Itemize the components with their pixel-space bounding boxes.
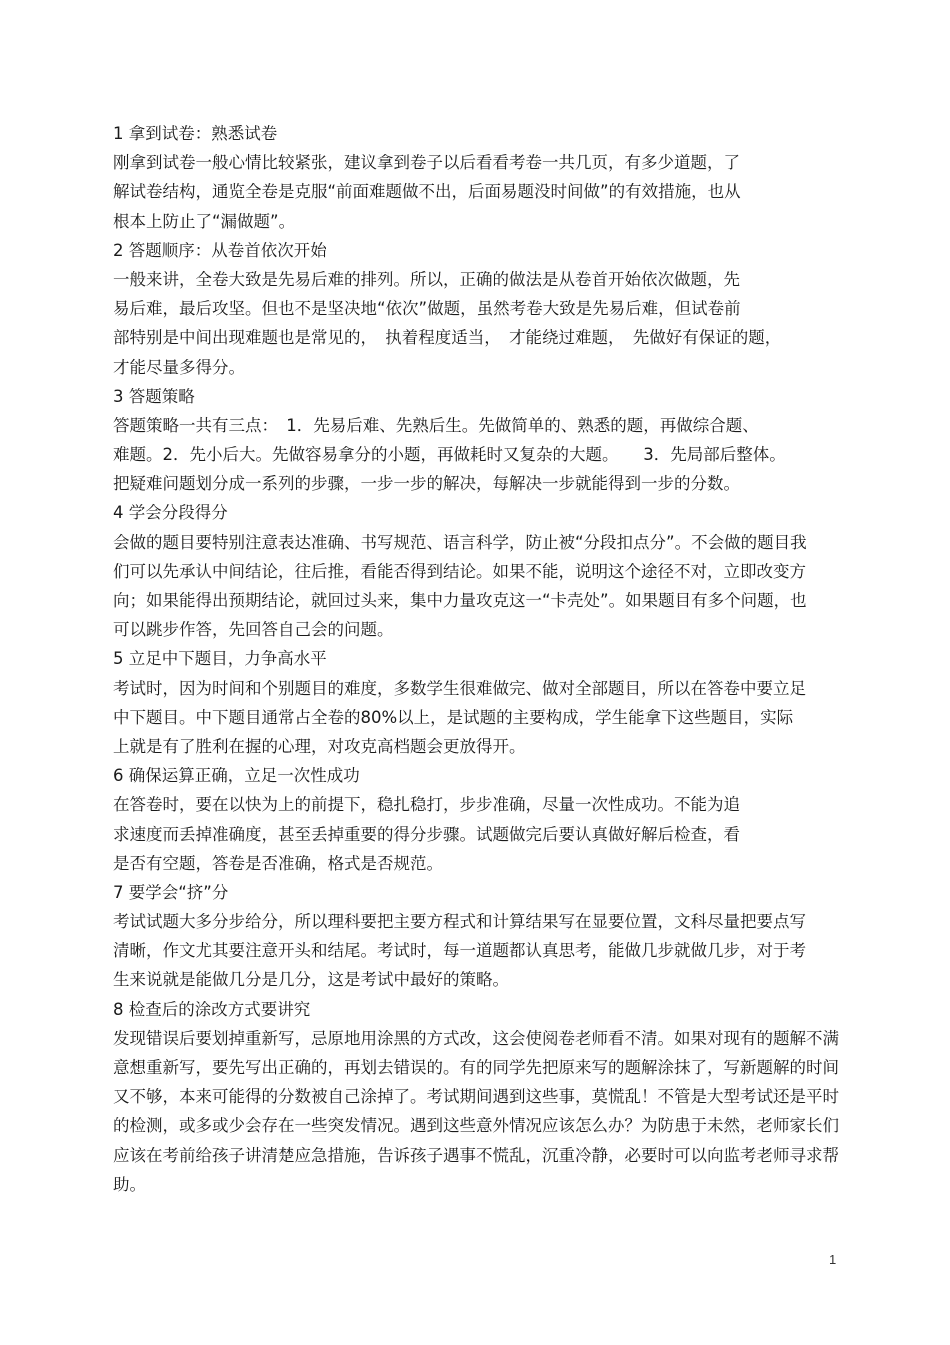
section-heading-4: 4 学会分段得分 [113,503,228,523]
paragraph-line: 应该在考前给孩子讲清楚应急措施，告诉孩子遇事不慌乱，沉重冷静，必要时可以向监考老师寻求帮 [113,1145,839,1165]
paragraph-line: 考试时，因为时间和个别题目的难度，多数学生很难做完、做对全部题目，所以在答卷中要立足 [113,678,806,698]
paragraph-line: 在答卷时，要在以快为上的前提下，稳扎稳打，步步准确，尽量一次性成功。不能为追 [113,795,740,815]
paragraph-line: 一般来讲，全卷大致是先易后难的排列。所以，正确的做法是从卷首开始依次做题，先 [113,269,740,289]
section-heading-3: 3 答题策略 [113,386,195,406]
paragraph-line: 会做的题目要特别注意表达准确、书写规范、语言科学，防止被“分段扣点分”。不会做的题目我 [113,532,807,552]
section-heading-7: 7 要学会“挤”分 [113,882,229,902]
paragraph-line: 生来说就是能做几分是几分，这是考试中最好的策略。 [113,970,509,990]
section-heading-6: 6 确保运算正确，立足一次性成功 [113,766,360,786]
section-heading-5: 5 立足中下题目，力争高水平 [113,649,327,669]
paragraph-line: 刚拿到试卷一般心情比较紧张，建议拿到卷子以后看看考卷一共几页，有多少道题，了 [113,153,740,173]
paragraph-line: 的检测，或多或少会存在一些突发情况。遇到这些意外情况应该怎么办？为防患于未然，老师家长们 [113,1116,839,1136]
paragraph-line: 才能尽量多得分。 [113,357,245,377]
paragraph-line: 意想重新写，要先写出正确的，再划去错误的。有的同学先把原来写的题解涂抹了，写新题解的时间 [113,1058,839,1077]
section-heading-2: 2 答题顺序：从卷首依次开始 [113,240,327,260]
page-number: 1 [829,1252,837,1267]
section-heading-8: 8 检查后的涂改方式要讲究 [113,999,311,1019]
paragraph-line: 中下题目。中下题目通常占全卷的80%以上，是试题的主要构成，学生能拿下这些题目，实际 [113,707,794,727]
paragraph-line: 清晰，作文尤其要注意开头和结尾。考试时，每一道题都认真思考，能做几步就做几步，对于考 [113,941,806,961]
paragraph-line: 们可以先承认中间结论，往后推，看能否得到结论。如果不能，说明这个途径不对，立即改变方 [113,561,806,581]
paragraph-line: 答题策略一共有三点： 1．先易后难、先熟后生。先做简单的、熟悉的题，再做综合题、 [113,415,759,435]
document-body [113,119,888,1199]
paragraph-line: 是否有空题，答卷是否准确，格式是否规范。 [113,853,443,873]
paragraph-line: 根本上防止了“漏做题”。 [113,211,296,231]
paragraph-line: 上就是有了胜利在握的心理，对攻克高档题会更放得开。 [113,736,526,756]
paragraph-line: 求速度而丢掉准确度，甚至丢掉重要的得分步骤。试题做完后要认真做好解后检查，看 [113,824,740,844]
paragraph-line: 助。 [113,1174,146,1194]
paragraph-line: 部特别是中间出现难题也是常见的， 执着程度适当， 才能绕过难题， 先做好有保证的题， [113,328,782,348]
paragraph-line: 发现错误后要划掉重新写，忌原地用涂黑的方式改，这会使阅卷老师看不清。如果对现有的题解不满 [113,1028,839,1048]
paragraph-line: 可以跳步作答，先回答自己会的问题。 [113,620,394,640]
section-heading-1: 1 拿到试卷：熟悉试卷 [113,124,278,143]
paragraph-line: 易后难，最后攻坚。但也不是坚决地“依次”做题，虽然考卷大致是先易后难，但试卷前 [113,299,741,319]
paragraph-line: 向；如果能得出预期结论，就回过头来，集中力量攻克这一“卡壳处”。如果题目有多个问题，也 [113,591,807,610]
paragraph-line: 又不够，本来可能得的分数被自己涂掉了。考试期间遇到这些事，莫慌乱！不管是大型考试还是平时 [113,1087,839,1107]
paragraph-line: 难题。2．先小后大。先做容易拿分的小题，再做耗时又复杂的大题。 3．先局部后整体。 [113,445,786,465]
paragraph-line: 把疑难问题划分成一系列的步骤，一步一步的解决，每解决一步就能得到一步的分数。 [113,474,740,494]
paragraph-line: 考试试题大多分步给分，所以理科要把主要方程式和计算结果写在显要位置，文科尽量把要点写 [113,912,806,932]
paragraph-line: 解试卷结构，通览全卷是克服“前面难题做不出，后面易题没时间做”的有效措施，也从 [113,182,741,202]
